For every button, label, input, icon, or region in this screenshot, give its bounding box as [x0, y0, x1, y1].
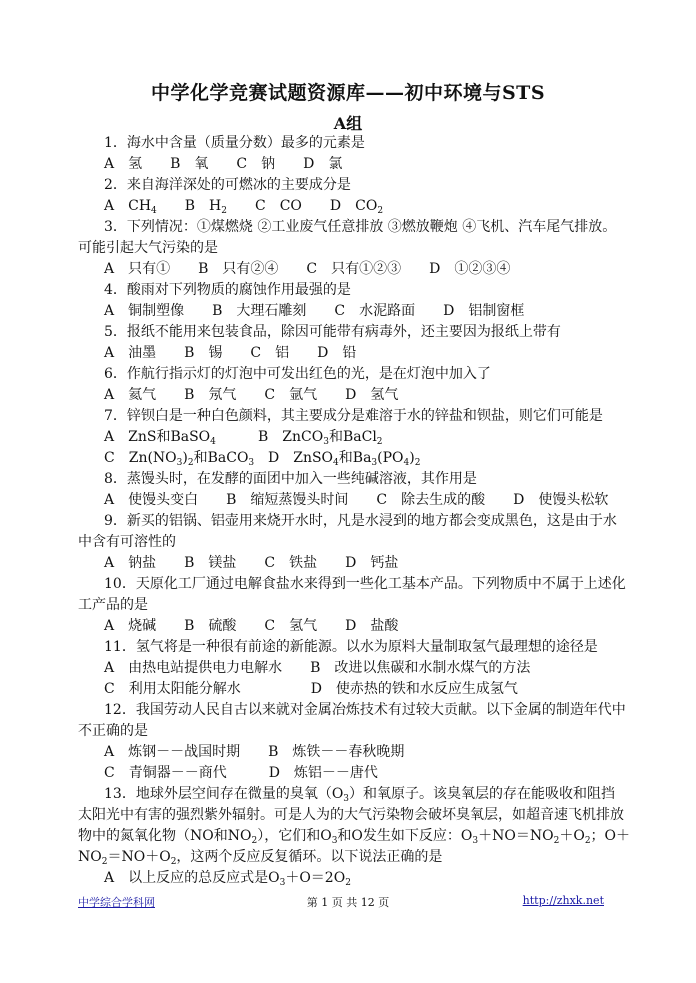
question-11-options-ab: A 由热电站提供电力电解水 B 改进以焦碳和水制水煤气的方法 — [104, 660, 531, 676]
question-13-stem-line2: 太阳光中有害的强烈紫外辐射。可是人为的大气污染物会破坏臭氧层，如超音速飞机排放 — [78, 807, 624, 823]
question-1-options: A 氢 B 氧 C 钠 D 氯 — [104, 156, 343, 172]
question-12-stem-cont: 不正确的是 — [78, 723, 148, 739]
question-11-options-cd: C 利用太阳能分解水 D 使赤热的铁和水反应生成氢气 — [104, 681, 518, 697]
question-10-options: A 烧碱 B 硫酸 C 氢气 D 盐酸 — [104, 618, 399, 634]
question-12-options-cd: C 青铜器－－商代 D 炼铝－－唐代 — [104, 765, 378, 781]
question-6-options: A 氦气 B 氖气 C 氩气 D 氢气 — [104, 387, 399, 403]
question-12-options-ab: A 炼钢－－战国时期 B 炼铁－－春秋晚期 — [104, 744, 405, 760]
question-13-stem: 13．地球外层空间存在微量的臭氧$(O_3)$和氧原子。该臭氧层的存在能吸收和阻挡 — [104, 786, 616, 804]
question-11-stem: 11．氢气将是一种很有前途的新能源。以水为原料大量制取氢气最理想的途径是 — [104, 639, 598, 655]
page-title: 中学化学竞赛试题资源库——初中环境与STS — [150, 82, 546, 104]
question-7-option-a: A ZnS和BaSO$_4$ — [104, 429, 216, 447]
question-6-stem: 6．作航行指示灯的灯泡中可发出红色的光，是在灯泡中加入了 — [104, 366, 491, 382]
question-12-stem: 12．我国劳动人民自古以来就对金属冶炼技术有过较大贡献。以下金属的制造年代中 — [104, 702, 626, 718]
question-7-option-c: C $Zn(NO_3)_2$和BaCO$_3$ — [104, 450, 255, 468]
question-4-stem: 4．酸雨对下列物质的腐蚀作用最强的是 — [104, 282, 351, 298]
question-9-stem: 9．新买的铝锅、铝壶用来烧开水时，凡是水浸到的地方都会变成黑色，这是由于水 — [104, 513, 617, 529]
footer-site-link[interactable]: 中学综合学科网 — [78, 896, 155, 909]
question-8-stem: 8．蒸馒头时，在发酵的面团中加入一些纯碱溶液，其作用是 — [104, 471, 477, 487]
question-2-stem: 2．来自海洋深处的可燃冰的主要成分是 — [104, 177, 351, 193]
page-number: 第 1 页 共 12 页 — [306, 896, 390, 909]
group-heading: A组 — [333, 114, 363, 133]
question-4-options: A 铜制塑像 B 大理石雕刻 C 水泥路面 D 铝制窗框 — [104, 303, 525, 319]
question-10-stem-cont: 工产品的是 — [78, 597, 148, 613]
question-7-stem: 7．锌钡白是一种白色颜料，其主要成分是难溶于水的锌盐和钡盐，则它们可能是 — [104, 408, 603, 424]
question-13-stem-line3: 物中的氮氧化物（NO和$NO_2$），它们和$O_3$和O发生如下反应：$O_3+NO=NO_2+O_2$；O＋ — [78, 828, 631, 846]
question-7-option-b: B ZnCO$_3$和BaCl$_2$ — [258, 429, 383, 447]
question-3-options: A 只有① B 只有②④ C 只有①②③ D ①②③④ — [104, 261, 511, 277]
question-10-stem: 10．天原化工厂通过电解食盐水来得到一些化工基本产品。下列物质中不属于上述化 — [104, 576, 626, 592]
question-9-stem-cont: 中含有可溶性的 — [78, 534, 176, 550]
question-2-options: A $CH_4$ B $H_2$ C CO D $CO_2$ — [104, 198, 384, 216]
question-3-stem: 3．下列情况：①煤燃烧 ②工业废气任意排放 ③燃放鞭炮 ④飞机、汽车尾气排放。 — [104, 219, 617, 235]
footer-url-link[interactable]: http://zhxk.net — [522, 894, 604, 907]
question-7-option-d: D ZnSO$_4$和$Ba_3(PO_4)_2$ — [268, 450, 421, 468]
question-1-stem: 1．海水中含量（质量分数）最多的元素是 — [104, 135, 365, 151]
question-3-stem-cont: 可能引起大气污染的是 — [78, 240, 218, 256]
question-8-options: A 使馒头变白 B 缩短蒸馒头时间 C 除去生成的酸 D 使馒头松软 — [104, 492, 609, 508]
question-9-options: A 钠盐 B 镁盐 C 铁盐 D 钙盐 — [104, 555, 399, 571]
question-13-option-a: A 以上反应的总反应式是$O_3+O=2O_2$ — [104, 870, 351, 888]
question-5-options: A 油墨 B 锡 C 铝 D 铅 — [104, 345, 357, 361]
question-5-stem: 5．报纸不能用来包装食品，除因可能带有病毒外，还主要因为报纸上带有 — [104, 324, 561, 340]
question-13-stem-line4: $NO_2=NO+O_2$，这两个反应反复循环。以下说法正确的是 — [78, 849, 443, 867]
